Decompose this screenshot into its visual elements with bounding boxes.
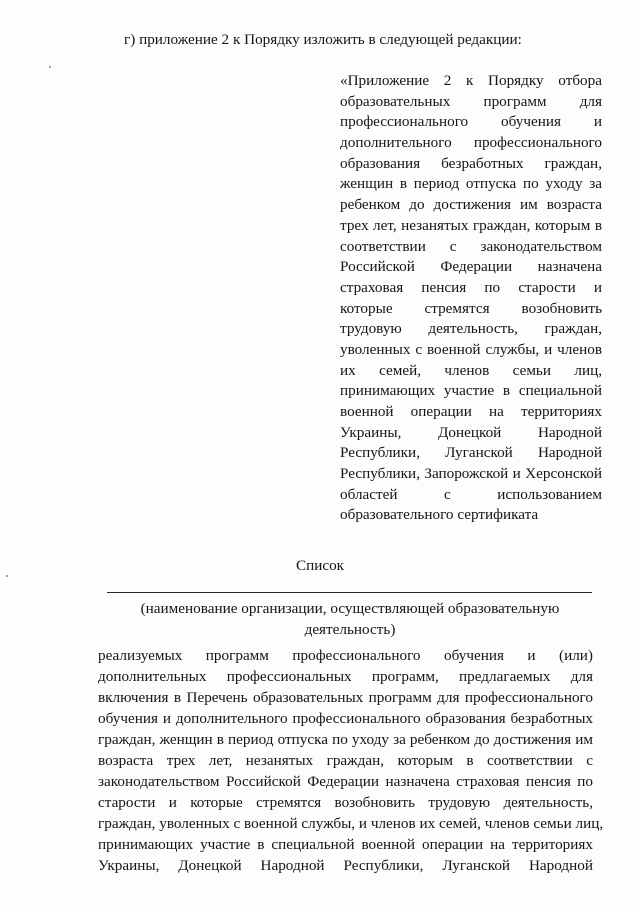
appendix-line: принимающих участие в специальной bbox=[340, 382, 602, 400]
paragraph-line: возраста трех лет, незанятых граждан, которым в соответствии с bbox=[98, 752, 593, 769]
appendix-line: которые стремятся возобновить bbox=[340, 299, 602, 317]
paragraph-line: законодательством Российской Федерации назначена страховая пенсия по bbox=[98, 773, 593, 790]
appendix-line: образования безработных граждан, bbox=[340, 154, 602, 172]
caption-line: (наименование организации, осуществляющей образовательную bbox=[140, 600, 560, 617]
paragraph-line: обучения и дополнительного профессионального образования безработных bbox=[98, 710, 593, 727]
appendix-line: Республики, Запорожской и Херсонской bbox=[340, 465, 602, 483]
list-title: Список bbox=[295, 557, 345, 574]
appendix-line: образовательных программ для bbox=[340, 92, 602, 110]
paragraph-line: принимающих участие в специальной военной операции на территориях bbox=[98, 836, 593, 853]
appendix-line: «Приложение 2 к Порядку отбора bbox=[340, 72, 602, 89]
scan-speck bbox=[49, 66, 51, 68]
appendix-line: ребенком до достижения им возраста bbox=[340, 196, 602, 214]
paragraph-line: включения в Перечень образовательных программ для профессионального bbox=[98, 689, 593, 706]
appendix-line: военной операции на территориях bbox=[340, 403, 602, 420]
appendix-line: профессионального обучения и bbox=[340, 113, 602, 131]
appendix-line: Украины, Донецкой Народной bbox=[340, 423, 602, 441]
paragraph-line: дополнительных профессиональных программ, предлагаемых для bbox=[98, 668, 593, 685]
paragraph-line: старости и которые стремятся возобновить трудовую деятельность, bbox=[98, 794, 593, 811]
amendment-intro: г) приложение 2 к Порядку изложить в следующей редакции: bbox=[124, 31, 522, 48]
organization-name-caption bbox=[100, 598, 600, 640]
paragraph-line: реализуемых программ профессионального обучения и (или) bbox=[98, 647, 593, 664]
appendix-line: страховая пенсия по старости и bbox=[340, 278, 602, 296]
appendix-line: образовательного сертификата bbox=[340, 506, 539, 524]
appendix-line: трудовую деятельность, граждан, bbox=[340, 320, 602, 338]
appendix-line: Российской Федерации назначена bbox=[340, 258, 602, 276]
appendix-line: Республики, Луганской Народной bbox=[340, 444, 602, 462]
appendix-line: трех лет, незанятых граждан, которым в bbox=[340, 216, 602, 234]
caption-line: деятельность) bbox=[304, 621, 396, 638]
appendix-line: уволенных с военной службы, и членов bbox=[340, 340, 602, 358]
appendix-line: областей с использованием bbox=[340, 485, 602, 503]
appendix-line: соответствии с законодательством bbox=[340, 237, 602, 255]
organization-name-blank-line bbox=[107, 592, 592, 593]
paragraph-line: граждан, уволенных с военной службы, и членов их семей, членов семьи лиц, bbox=[98, 815, 604, 832]
appendix-header-block bbox=[340, 71, 602, 526]
paragraph-line: Украины, Донецкой Народной Республики, Луганской Народной bbox=[98, 857, 593, 874]
appendix-line: дополнительного профессионального bbox=[340, 134, 602, 152]
list-description-paragraph bbox=[98, 645, 604, 876]
appendix-line: их семей, членов семьи лиц, bbox=[340, 361, 602, 379]
paragraph-line: граждан, женщин в период отпуска по уходу за ребенком до достижения им bbox=[98, 731, 593, 748]
scan-speck bbox=[6, 575, 8, 577]
appendix-line: женщин в период отпуска по уходу за bbox=[340, 175, 602, 193]
